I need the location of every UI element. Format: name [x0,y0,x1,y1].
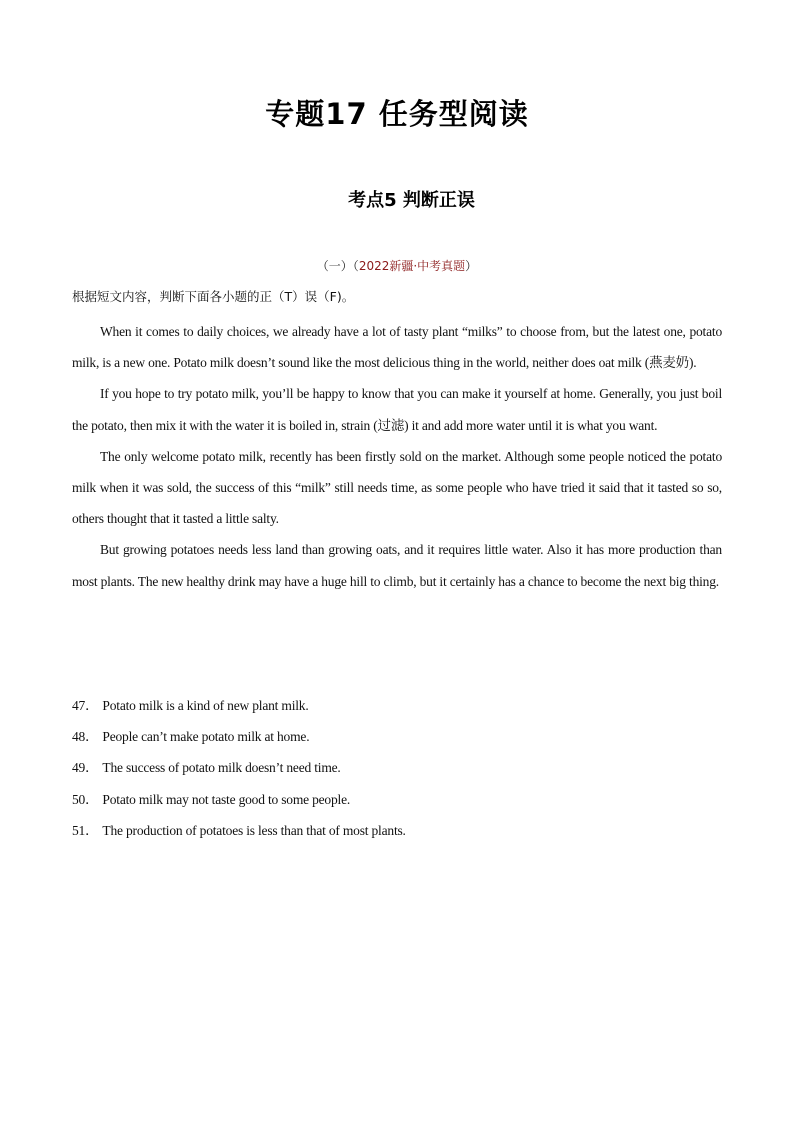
question-item [72,752,722,783]
question-item [72,815,722,846]
question-text: The success of potato milk doesn’t need time. [102,760,341,776]
question-item [72,721,722,752]
question-list [72,690,722,846]
question-number: 48． [72,729,99,745]
question-text: Potato milk may not taste good to some people. [102,791,351,807]
question-text: The production of potatoes is less than that of most plants. [102,822,406,838]
page-title: 专题17 任务型阅读 [265,97,529,131]
section-close: ） [465,259,478,273]
section-label [0,257,794,274]
question-number: 47． [72,698,99,713]
passage-paragraph: The only welcome potato milk, recently has been firstly sold on the market. Although some people noticed the potato milk when it was sold, the success of this “milk” still needs time, as some people who have tried it said that it tasted so so, others thought that it tasted a little salty. [72,448,722,527]
question-text: Potato milk is a kind of new plant milk. [102,698,309,713]
instruction-text: 根据短文内容，判断下面各小题的正（T）误（F)。 [72,289,355,304]
page-subtitle: 考点5 判断正误 [348,190,475,211]
question-number: 51． [72,822,99,838]
question-number: 50． [72,791,99,807]
section-source: 2022新疆·中考真题 [358,259,466,273]
passage-paragraph: When it comes to daily choices, we already have a lot of tasty plant “milks” to choose from, but the latest one, potato milk, is a new one. Potato milk doesn’t sound like the most delicious thing in the world, neither does oat milk (燕麦奶). [72,324,722,371]
passage [72,316,722,597]
passage-paragraph: If you hope to try potato milk, you’ll be happy to know that you can make it yourself at home. Generally, you just boil the potato, then mix it with the water it is boiled in, strain (过滤) it and add more water until it is what you want. [72,386,722,433]
section-open: （一）（ [316,259,359,273]
question-number: 49． [72,760,99,776]
question-item [72,784,722,815]
passage-paragraph: But growing potatoes needs less land than growing oats, and it requires little water. Also it has more production than most plants. The new healthy drink may have a huge hill to climb, but it certainly has a chance to become the next big thing. [72,542,722,589]
question-item [72,690,722,721]
question-text: People can’t make potato milk at home. [102,729,310,745]
